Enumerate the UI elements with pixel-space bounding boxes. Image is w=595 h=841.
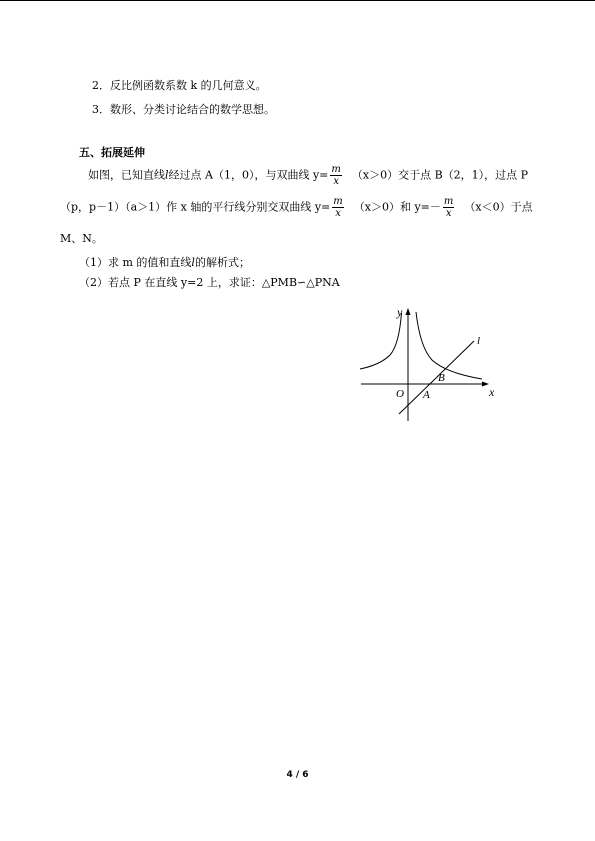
top-rule [0,0,595,1]
problem-text: 如图，已知直线 [88,168,165,182]
problem-line-1 [88,164,528,187]
problem-line-2 [60,196,533,219]
fraction-numerator: m [333,196,343,207]
fraction-m-over-x [332,196,343,219]
question-2: （2）若点 P 在直线 y=2 上，求证：△PMB∽△PNA [79,276,340,289]
y-axis-arrow [406,308,411,315]
page-number: 4 / 6 [286,770,309,780]
fraction-denominator: x [333,176,339,187]
label-y: y [397,305,403,319]
problem-text: （x＞0）和 y=－ [353,200,441,214]
problem-text: 经过点 A（1，0），与双曲线 y= [168,168,329,182]
question-1 [79,256,250,270]
hyperbola-line-figure [358,301,500,423]
label-point-a: A [423,389,430,401]
line-symbol: l [191,256,195,269]
fraction-numerator: m [331,164,341,175]
problem-text: （x＜0）于点 [464,200,533,214]
fraction-numerator: m [443,196,454,207]
x-axis-arrow [482,382,489,387]
question-text: 的解析式； [194,256,250,269]
problem-line-3: M、N。 [60,232,103,245]
label-origin: O [396,388,404,400]
summary-item-2: 2．反比例函数系数 k 的几何意义。 [92,79,267,92]
fraction-denominator: x [335,208,341,219]
label-point-b: B [438,372,445,384]
line-l [399,341,474,414]
problem-text: （x＞0）交于点 B（2，1），过点 P [351,168,529,182]
label-line-l: l [477,335,481,347]
summary-item-3: 3．数形、分类讨论结合的数学思想。 [92,103,275,116]
fraction-m-over-x [330,164,341,187]
question-text: （1）求 m 的值和直线 [79,256,192,269]
fraction-denominator: x [445,208,452,219]
problem-text: （p，p－1）（a＞1）作 x 轴的平行线分别交双曲线 y= [60,200,331,214]
line-symbol: l [165,168,169,182]
fraction-m-over-x [443,196,454,219]
hyperbola-right-branch [416,312,482,379]
label-x: x [489,385,495,399]
section-heading: 五、拓展延伸 [79,146,145,159]
hyperbola-left-branch [360,313,402,369]
